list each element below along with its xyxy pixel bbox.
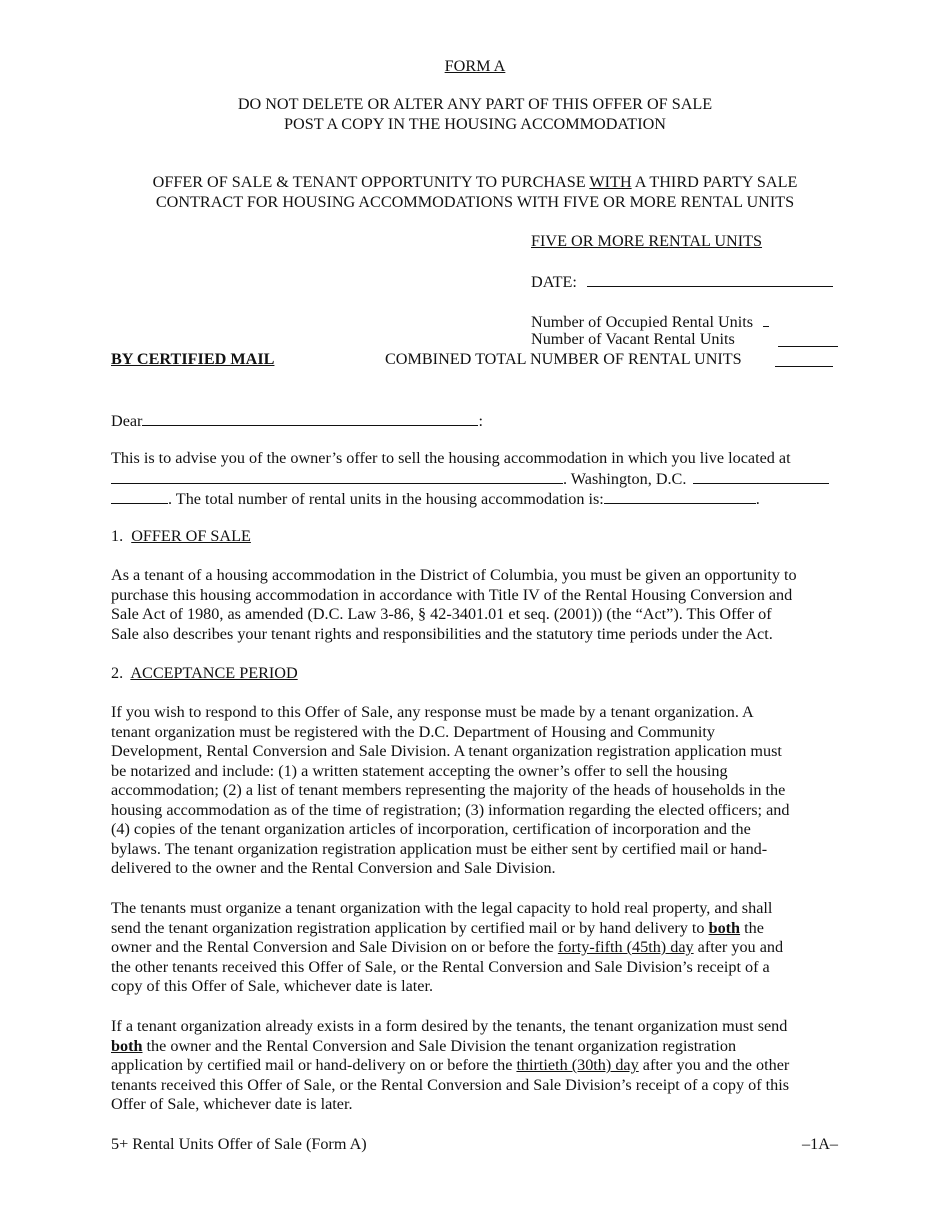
existing-organization-paragraph [111, 1017, 841, 1115]
text-line: Sale Act of 1980, as amended (D.C. Law 3-86, § 42-3401.01 et seq. (2001)) (the “Act”). This Offer of [111, 605, 772, 623]
text-line: Offer of Sale, whichever date is later. [111, 1095, 353, 1113]
address-field[interactable] [111, 468, 563, 484]
text-line: bylaws. The tenant organization registration application must be either sent by certified mail or hand- [111, 839, 768, 858]
date-row [531, 271, 833, 292]
salutation-row [111, 410, 483, 431]
text-line: the other tenants received this Offer of Sale, or the Rental Conversion and Sale Division’s receipt of a [111, 957, 770, 976]
advise-line-2 [111, 468, 829, 489]
document-title-line-2: CONTRACT FOR HOUSING ACCOMMODATIONS WITH FIVE OR MORE RENTAL UNITS [155, 193, 795, 211]
section-1-heading [111, 527, 251, 546]
text-line: copy of this Offer of Sale, whichever date is later. [111, 977, 433, 995]
text-line: both the owner and the Rental Conversion and Sale Division the tenant organization registration [111, 1036, 737, 1055]
section-2-body [111, 703, 841, 879]
notice-line-2: POST A COPY IN THE HOUSING ACCOMMODATION [284, 115, 666, 133]
washington-dc-text: . Washington, D.C. [563, 470, 687, 488]
tenant-organization-paragraph [111, 899, 841, 997]
text-line: be notarized and include: (1) a written statement accepting the owner’s offer to sell the housing [111, 761, 728, 780]
deadline-45th-day: forty-fifth (45th) day [557, 938, 694, 956]
section-2-number: 2. [111, 664, 124, 682]
text-line: tenants received this Offer of Sale, or the Rental Conversion and Sale Division’s receipt of a copy of this [111, 1075, 790, 1094]
occupied-row [531, 311, 769, 332]
emphasis-both: both [708, 918, 741, 937]
notice-line-1: DO NOT DELETE OR ALTER ANY PART OF THIS OFFER OF SALE [237, 95, 713, 113]
zip-code-field[interactable] [693, 468, 829, 484]
text-line: accommodation; (2) a list of tenant members representing the majority of the heads of households in the [111, 781, 786, 799]
footer-title: 5+ Rental Units Offer of Sale (Form A) [111, 1135, 367, 1153]
date-label: DATE: [531, 273, 577, 291]
section-1-title: OFFER OF SALE [131, 527, 251, 545]
section-2-title: ACCEPTANCE PERIOD [130, 664, 298, 682]
text-line: purchase this housing accommodation in accordance with Title IV of the Rental Housing Conversion and [111, 585, 793, 604]
recipient-name-field[interactable] [142, 410, 478, 426]
text-line: owner and the Rental Conversion and Sale Division on or before the forty-fifth (45th) day after you and [111, 938, 784, 956]
section-1-number: 1. [111, 527, 124, 545]
vacant-label: Number of Vacant Rental Units [531, 330, 735, 348]
document-title-line-1: OFFER OF SALE & TENANT OPPORTUNITY TO PURCHASE WITH A THIRD PARTY SALE [152, 173, 798, 191]
section-2-heading [111, 664, 298, 683]
text-line: As a tenant of a housing accommodation in the District of Columbia, you must be given an opportunity to [111, 566, 797, 584]
combined-total-label: COMBINED TOTAL NUMBER OF RENTAL UNITS [385, 350, 742, 368]
text-line: tenant organization must be registered with the D.C. Department of Housing and Community [111, 722, 715, 741]
advise-line-1: This is to advise you of the owner’s offer to sell the housing accommodation in which you live located at [111, 449, 791, 467]
zip-code-continuation-field[interactable] [111, 488, 168, 504]
units-heading: FIVE OR MORE RENTAL UNITS [531, 232, 763, 250]
text-line: send the tenant organization registration application by certified mail or by hand delivery to both the [111, 918, 764, 937]
section-1-body [111, 566, 841, 644]
advise-period: . [755, 490, 760, 508]
text-line: housing accommodation as of the time of registration; (3) information regarding the elected officers; and [111, 800, 790, 819]
text-line: If you wish to respond to this Offer of Sale, any response must be made by a tenant organization. A [111, 703, 754, 721]
combined-total-field[interactable] [775, 351, 833, 367]
text-line: delivered to the owner and the Rental Conversion and Sale Division. [111, 859, 556, 877]
date-field[interactable] [587, 271, 833, 287]
text-line: (4) copies of the tenant organization articles of incorporation, certification of incorporation and the [111, 820, 751, 838]
salutation-colon: : [478, 412, 483, 430]
occupied-units-field[interactable] [763, 311, 769, 327]
form-label: FORM A [444, 57, 506, 75]
text-line: application by certified mail or hand-delivery on or before the thirtieth (30th) day after you and the other [111, 1056, 790, 1074]
text-line: If a tenant organization already exists in a form desired by the tenants, the tenant organization must send [111, 1017, 788, 1035]
text-line: Sale also describes your tenant rights and responsibilities and the statutory time periods under the Act. [111, 624, 773, 643]
text-line: Development, Rental Conversion and Sale Division. A tenant organization registration application must [111, 742, 782, 760]
certified-mail-label: BY CERTIFIED MAIL [111, 350, 275, 368]
page-number: –1A– [802, 1135, 838, 1153]
emphasis-both: both [111, 1036, 143, 1055]
text-line: The tenants must organize a tenant organization with the legal capacity to hold real property, and shall [111, 899, 773, 917]
deadline-30th-day: thirtieth (30th) day [516, 1056, 639, 1074]
occupied-label: Number of Occupied Rental Units [531, 313, 754, 331]
total-units-text: . The total number of rental units in the housing accommodation is: [168, 490, 604, 508]
vacant-units-field[interactable] [778, 331, 838, 347]
dear-label: Dear [111, 412, 143, 430]
advise-line-3 [111, 488, 760, 509]
total-units-field[interactable] [604, 488, 756, 504]
